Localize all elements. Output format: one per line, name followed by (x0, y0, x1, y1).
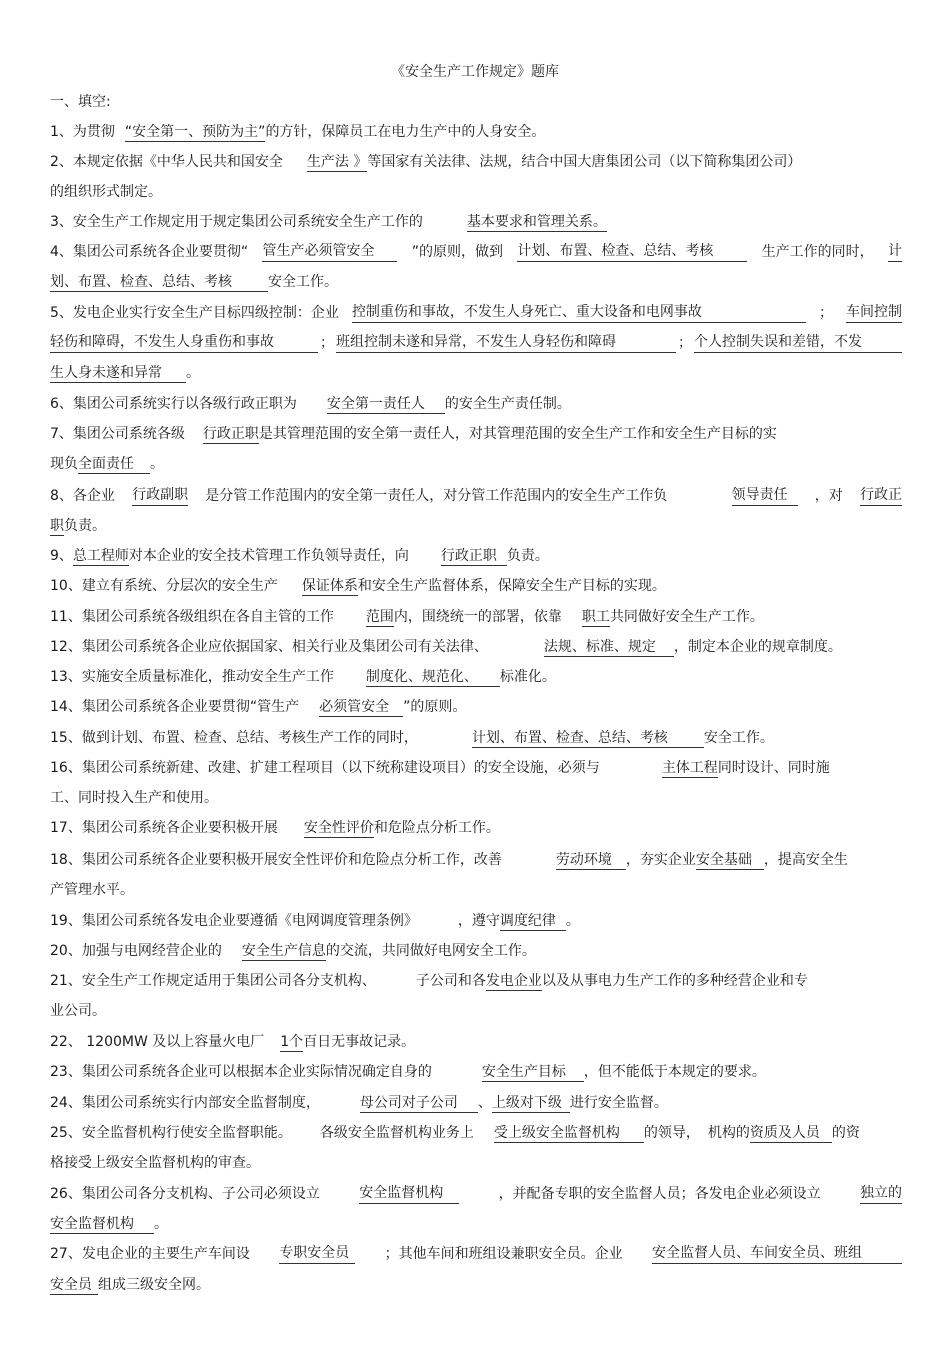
text-line (50, 911, 902, 931)
text-line (50, 182, 902, 202)
question-text: 各级安全监督机构业务上 (319, 1125, 474, 1141)
text-line (50, 607, 902, 627)
answer-blank: 制度化、规范化、 (366, 668, 500, 687)
question-text: 生产工作的同时， (761, 244, 874, 260)
question-text: 负责。 (506, 548, 549, 564)
answer-blank: 独立的 (860, 1184, 902, 1204)
question-text: 的组织形式制定。 (50, 184, 162, 200)
answer-blank: 职 (50, 518, 64, 534)
question-text: 19、集团公司系统各发电企业要遵循《电网调度管理条例》 (50, 913, 418, 929)
question-text: 以及从事电力生产工作的多种经营企业和专 (541, 973, 808, 989)
answer-blank: 车间控制 (846, 303, 902, 323)
question-text: 的领导， (643, 1125, 700, 1141)
spacer (684, 486, 714, 506)
text-line (50, 152, 902, 172)
text-line (50, 1032, 902, 1052)
question-text: 的安全生产责任制。 (444, 396, 571, 412)
answer-blank: 上级对下级 (492, 1094, 570, 1113)
question-text: 4、集团公司系统各企业要贯彻“ (50, 244, 249, 260)
answer-blank: 轻伤和障碍，不发生人身重伤和事故 (50, 333, 318, 353)
text-line (50, 424, 902, 444)
question-text: 10、建立有系统、分层次的安全生产 (50, 578, 278, 594)
question-text: 的方针，保障员工在电力生产中的人身安全。 (265, 124, 546, 140)
answer-blank: 职工 (581, 609, 610, 625)
question-text: 、 (477, 1095, 492, 1111)
question-text: 25、安全监督机构行使安全监督职能。 (50, 1125, 292, 1141)
question-text: 对本企业的安全技术管理工作负领导责任，向 (128, 548, 409, 564)
question-text: 。 (186, 365, 200, 381)
question-text: 同时设计、同时施 (717, 760, 830, 776)
answer-blank: 发电企业 (485, 973, 542, 989)
answer-blank: 控制重伤和事故，不发生人身死亡、重大设备和电网事故 (352, 303, 806, 323)
answer-blank: 计 (888, 242, 902, 262)
text-line (50, 516, 902, 536)
question-text: 15、做到计划、布置、检查、总结、考核生产工作的同时， (50, 730, 418, 746)
question-text: 的交流，共同做好电网安全工作。 (325, 943, 536, 959)
question-text: 工、同时投入生产和使用。 (50, 790, 218, 806)
answer-blank: 安全性评价 (303, 820, 374, 836)
answer-blank: 全面责任 (78, 455, 150, 474)
question-text: 机构的 (707, 1125, 750, 1141)
answer-blank: 调度纪律 (500, 912, 566, 931)
text-line (50, 941, 902, 961)
answer-blank: 基本要求和管理关系。 (466, 214, 607, 230)
text-line (50, 1001, 902, 1021)
question-text: ”的原则，做到 (411, 244, 504, 260)
answer-blank: 保证体系 (301, 578, 358, 594)
answer-blank: 生人身未遂和异常 (50, 364, 186, 383)
text-line (50, 303, 902, 323)
question-text: 安全工作。 (268, 274, 338, 290)
question-text: 业公司。 (50, 1003, 106, 1019)
answer-blank: 个人控制失误和差错，不发 (694, 333, 902, 353)
text-line (50, 576, 902, 596)
answer-blank: 资质及人员 (750, 1124, 832, 1143)
question-text: 百日无事故记录。 (303, 1034, 416, 1050)
question-text: 24、集团公司系统实行内部安全监督制度， (50, 1095, 320, 1111)
question-text: 3、安全生产工作规定用于规定集团公司系统安全生产工作的 (50, 214, 423, 230)
answer-blank: 劳动环境 (556, 851, 626, 870)
text-line (50, 880, 902, 900)
answer-blank: 安全监督人员、车间安全员、班组 (652, 1244, 902, 1264)
text-line (50, 1214, 902, 1234)
question-text: ，提高安全生 (763, 852, 848, 868)
question-text: ； (320, 335, 334, 351)
text-line (50, 486, 902, 506)
answer-blank: 安全生产信息 (241, 943, 326, 959)
answer-blank: 生产法 》 (306, 154, 368, 170)
document-title: 《安全生产工作规定》题库 (391, 64, 559, 80)
question-text: 17、集团公司系统各企业要积极开展 (50, 820, 278, 836)
answer-blank: 划、布置、检查、总结、考核 (50, 273, 268, 292)
answer-blank: “安全第一、预防为主” (124, 124, 266, 140)
question-text: 现负 (50, 456, 78, 472)
answer-blank: 安全基础 (696, 851, 764, 870)
question-text: 8、各企业 (50, 488, 115, 504)
text-line (50, 363, 902, 383)
question-text: 21、安全生产工作规定适用于集团公司各分支机构、 (50, 973, 376, 989)
text-line (50, 1275, 902, 1295)
question-text: ，遵守 (457, 913, 500, 929)
question-text: 6、集团公司系统实行以各级行政正职为 (50, 396, 297, 412)
question-text: 安全工作。 (703, 730, 774, 746)
question-text: 1、为贯彻 (50, 124, 115, 140)
answer-blank: 安全第一责任人 (327, 395, 445, 414)
question-text: 12、集团公司系统各企业应依据国家、相关行业及集团公司有关法律、 (50, 639, 488, 655)
question-text: ； (678, 335, 692, 351)
question-text: 组成三级安全网。 (98, 1277, 210, 1293)
answer-blank: 法规、标准、规定 (544, 638, 674, 657)
text-line (50, 788, 902, 808)
text-line (50, 637, 902, 657)
question-text: 和危险点分析工作。 (373, 820, 500, 836)
text-line (50, 1184, 902, 1204)
answer-blank: 计划、布置、检查、总结、考核 (517, 242, 747, 262)
question-text: 7、集团公司系统各级 (50, 426, 185, 442)
question-text: ，对 (814, 488, 843, 504)
answer-blank: 计划、布置、检查、总结、考核 (472, 729, 704, 748)
text-line (50, 1153, 902, 1173)
text-line (50, 1123, 902, 1143)
text-line (50, 1062, 902, 1082)
question-text: 20、加强与电网经营企业的 (50, 943, 222, 959)
question-text: 16、集团公司系统新建、改建、扩建工程项目（以下统称建设项目）的安全设施，必须与 (50, 760, 600, 776)
text-line (50, 272, 902, 292)
question-text: 产管理水平。 (50, 882, 134, 898)
question-text: 是其管理范围的安全第一责任人，对其管理范围的安全生产工作和安全生产目标的实 (258, 426, 777, 442)
answer-blank: 班组控制未遂和异常，不发生人身轻伤和障碍 (336, 333, 676, 353)
answer-blank: 专职安全员 (279, 1244, 355, 1264)
answer-blank: 安全监督机构 (359, 1184, 459, 1204)
text-line (50, 242, 902, 262)
question-text: 27、发电企业的主要生产车间设 (50, 1246, 250, 1262)
answer-blank: 安全员 (50, 1276, 98, 1295)
text-line (50, 1244, 902, 1264)
question-text: ，并配备专职的安全监督人员；各发电企业必须设立 (498, 1186, 821, 1202)
text-line (50, 546, 902, 566)
question-text: 内，围绕统一的部署，依靠 (393, 609, 562, 625)
text-line (50, 394, 902, 414)
answer-blank: 受上级安全监督机构 (494, 1124, 644, 1143)
question-text: 22、 1200MW 及以上容量火电厂 (50, 1034, 265, 1050)
text-line (50, 697, 902, 717)
question-text: 子公司和各 (415, 973, 486, 989)
question-text: 进行安全监督。 (569, 1095, 668, 1111)
question-text: 11、集团公司系统各级组织在各自主管的工作 (50, 609, 334, 625)
text-line (50, 122, 902, 142)
answer-blank: 母公司对子公司 (360, 1094, 478, 1113)
answer-blank: 安全监督机构 (50, 1215, 154, 1234)
answer-blank: 领导责任 (732, 486, 798, 506)
answer-blank: 主体工程 (661, 760, 718, 776)
answer-blank: 范围 (365, 609, 394, 625)
answer-blank: 安全生产目标 (482, 1063, 584, 1082)
answer-blank: 总工程师 (72, 548, 129, 564)
question-text: 13、实施安全质量标准化，推动安全生产工作 (50, 669, 334, 685)
question-text: ，夯实企业 (625, 852, 696, 868)
answer-blank: 1个 (280, 1034, 304, 1050)
text-line (50, 758, 902, 778)
text-line (50, 728, 902, 748)
answer-blank: 行政正职 (202, 426, 259, 442)
text-line (50, 454, 902, 474)
text-line (50, 667, 902, 687)
question-text: 。 (154, 1216, 168, 1232)
question-text: 。 (150, 456, 164, 472)
question-text: 2、本规定依据《中华人民共和国安全 (50, 154, 283, 170)
question-text: 9、 (50, 548, 73, 564)
question-text: 和安全生产监督体系，保障安全生产目标的实现。 (357, 578, 666, 594)
text-line (50, 818, 902, 838)
text-line (50, 333, 902, 353)
question-text: ，但不能低于本规定的要求。 (583, 1064, 766, 1080)
text-line (50, 971, 902, 991)
answer-blank: 行政正职 (441, 547, 507, 566)
text-line (50, 850, 902, 870)
question-text: 负责。 (64, 518, 106, 534)
question-text: ； (818, 305, 833, 321)
answer-blank: 行政副职 (132, 486, 188, 506)
question-text: ；其他车间和班组设兼职安全员。企业 (384, 1246, 623, 1262)
question-text: 的资 (831, 1125, 860, 1141)
answer-blank: 管生产必须管安全 (262, 242, 397, 262)
text-line (50, 212, 902, 232)
question-text: 标准化。 (499, 669, 556, 685)
question-text: ，制定本企业的规章制度。 (673, 639, 842, 655)
question-text: 共同做好安全生产工作。 (609, 609, 764, 625)
answer-blank: 必须管安全 (319, 698, 403, 717)
question-text: 是分管工作范围内的安全第一责任人，对分管工作范围内的安全生产工作负 (205, 488, 668, 504)
question-text: 等国家有关法律、法规，结合中国大唐集团公司（以下简称集团公司） (367, 154, 802, 170)
answer-blank: 行政正 (860, 486, 902, 506)
text-line (50, 1093, 902, 1113)
question-text: 5、发电企业实行安全生产目标四级控制：企业 (50, 305, 339, 321)
section-heading: 一、填空: (50, 94, 111, 110)
question-text: 。 (565, 913, 580, 929)
question-text: 26、集团公司各分支机构、子公司必须设立 (50, 1186, 320, 1202)
question-text: 格接受上级安全监督机构的审查。 (50, 1155, 260, 1171)
question-text: 18、集团公司系统各企业要积极开展安全性评价和危险点分析工作，改善 (50, 852, 502, 868)
question-text: 14、集团公司系统各企业要贯彻“管生产 (50, 699, 300, 715)
question-text: 23、集团公司系统各企业可以根据本企业实际情况确定自身的 (50, 1064, 432, 1080)
question-text: ”的原则。 (403, 699, 467, 715)
